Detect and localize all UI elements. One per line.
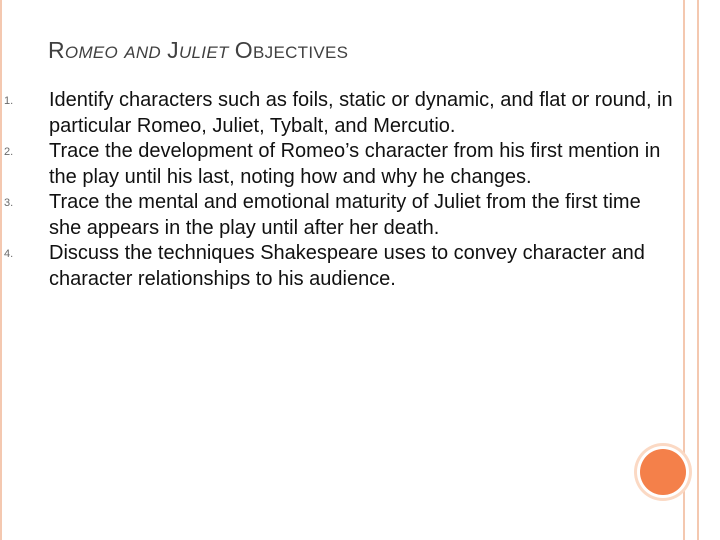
objective-item — [0, 190, 680, 241]
title-word-2: AND — [124, 43, 162, 62]
title-word-1-initial: R — [48, 37, 65, 63]
objective-text: Trace the mental and emotional maturity of Juliet from the first time she appears in the play until after her death. — [49, 191, 641, 239]
objective-number: 3. — [4, 197, 14, 209]
title-word-1-rest: OMEO — [64, 43, 119, 62]
objective-item — [0, 241, 680, 292]
objective-text: Discuss the techniques Shakespeare uses to convey character and character relationships to his audience. — [49, 242, 645, 290]
title-word-3-initial: J — [167, 37, 179, 63]
objective-item — [0, 139, 680, 190]
frame-right-border-outer — [683, 0, 685, 540]
title-word-4-initial: O — [234, 37, 253, 63]
objective-text: Identify characters such as foils, static or dynamic, and flat or round, in particular Romeo, Juliet, Tybalt, and Mercutio. — [49, 89, 673, 137]
decorative-circle — [640, 449, 686, 495]
objective-item — [0, 88, 680, 139]
frame-right-border-inner — [697, 0, 699, 540]
objective-number: 2. — [4, 146, 14, 158]
title-word-3-rest: ULIET — [178, 43, 229, 62]
title-word-4-rest: BJECTIVES — [253, 43, 349, 62]
objective-text: Trace the development of Romeo’s character from his first mention in the play until his last, noting how and why he changes. — [49, 140, 661, 188]
slide-title — [48, 37, 348, 64]
objective-number: 4. — [4, 248, 14, 260]
objectives-list — [0, 88, 680, 292]
objective-number: 1. — [4, 95, 14, 107]
